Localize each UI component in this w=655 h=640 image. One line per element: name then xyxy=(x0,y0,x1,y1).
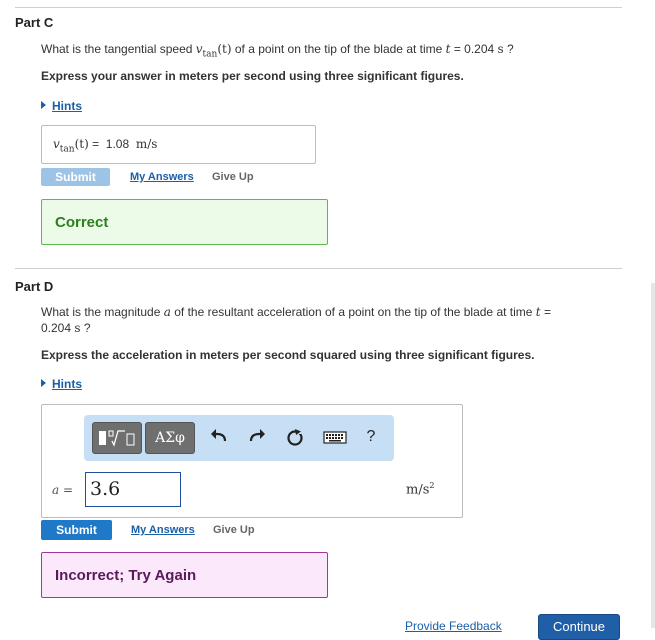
continue-label: Continue xyxy=(552,619,606,634)
expand-triangle-icon xyxy=(41,101,46,109)
question-text: of a point on the tip of the blade at time xyxy=(231,42,446,56)
help-icon: ? xyxy=(366,428,376,445)
redo-icon xyxy=(246,425,268,449)
template-icon xyxy=(93,423,141,453)
greek-label: ΑΣφ xyxy=(155,430,185,446)
var-sub: tan xyxy=(59,144,75,155)
part-d-answer-panel xyxy=(41,404,463,518)
question-text: What is the magnitude xyxy=(41,305,164,319)
undo-button[interactable] xyxy=(208,425,230,449)
separator-part-d xyxy=(15,268,622,269)
var-a: a xyxy=(163,305,171,319)
reset-button[interactable] xyxy=(284,425,306,449)
part-c-question xyxy=(41,41,621,62)
var-sub: tan xyxy=(202,49,218,60)
math-toolbar xyxy=(84,415,394,461)
scrollbar-edge[interactable] xyxy=(651,283,655,628)
question-text: ? xyxy=(80,321,91,335)
input-label xyxy=(52,483,73,497)
unit-exponent: 2 xyxy=(429,481,435,490)
template-button[interactable] xyxy=(92,422,142,454)
undo-icon xyxy=(208,425,230,449)
question-text: 0.204 xyxy=(41,321,75,335)
part-d-submit-button[interactable]: Submit xyxy=(41,520,112,540)
part-d-feedback-box xyxy=(41,552,328,598)
redo-button[interactable] xyxy=(246,425,268,449)
part-c-my-answers-link[interactable]: My Answers xyxy=(130,171,194,183)
part-d-my-answers-link[interactable]: My Answers xyxy=(131,524,195,536)
unit-text: m/s xyxy=(406,482,430,498)
part-c-answer-box xyxy=(41,125,316,164)
part-d-question xyxy=(41,304,611,336)
part-c-submit-button[interactable]: Submit xyxy=(41,168,110,186)
question-text: = xyxy=(540,305,551,319)
feedback-correct: Correct xyxy=(55,214,109,231)
var-t: t xyxy=(535,305,541,319)
answer-unit xyxy=(406,481,434,497)
var-arg: (t) xyxy=(74,137,89,151)
part-d-title: Part D xyxy=(15,279,54,294)
var-v: v xyxy=(195,42,203,56)
part-d-hints-link[interactable] xyxy=(41,375,82,393)
reset-icon xyxy=(284,425,306,449)
part-c-feedback-box xyxy=(41,199,328,245)
keyboard-icon xyxy=(322,425,348,449)
input-label-text: a = xyxy=(52,483,74,497)
provide-feedback-link[interactable]: Provide Feedback xyxy=(405,619,502,633)
expand-triangle-icon xyxy=(41,379,46,387)
help-button[interactable] xyxy=(360,425,382,449)
continue-button[interactable] xyxy=(538,614,620,640)
greek-symbols-button[interactable] xyxy=(145,422,195,454)
question-text: = 0.204 xyxy=(450,42,498,56)
acceleration-input[interactable] xyxy=(85,472,181,507)
part-c-give-up-link[interactable]: Give Up xyxy=(212,171,254,183)
part-c-title: Part C xyxy=(15,15,54,30)
question-text: What is the tangential speed xyxy=(41,42,196,56)
var-v: v xyxy=(53,137,60,151)
separator-top xyxy=(15,7,622,8)
feedback-incorrect: Incorrect; Try Again xyxy=(55,567,197,584)
question-text: ? xyxy=(503,42,514,56)
part-d-instruction: Express the acceleration in meters per second squared using three significant figures. xyxy=(41,348,535,362)
unit-s: s xyxy=(497,42,504,56)
question-text: of the resultant acceleration of a point on the tip of the blade at time xyxy=(170,305,536,319)
part-c-instruction: Express your answer in meters per second using three significant figures. xyxy=(41,69,464,83)
var-t: t xyxy=(445,42,451,56)
part-c-hints-link[interactable] xyxy=(41,97,82,115)
answer-unit: m/s xyxy=(135,137,158,151)
var-arg: (t) xyxy=(217,42,232,56)
keyboard-button[interactable] xyxy=(322,425,348,449)
unit-s: s xyxy=(74,321,81,335)
answer-display xyxy=(53,136,157,157)
hints-label: Hints xyxy=(52,377,82,391)
hints-label: Hints xyxy=(52,99,82,113)
part-d-give-up-link[interactable]: Give Up xyxy=(213,524,255,536)
input-value: 3.6 xyxy=(90,478,121,500)
equals-sign: = xyxy=(88,137,103,151)
answer-value: 1.08 xyxy=(105,137,130,151)
